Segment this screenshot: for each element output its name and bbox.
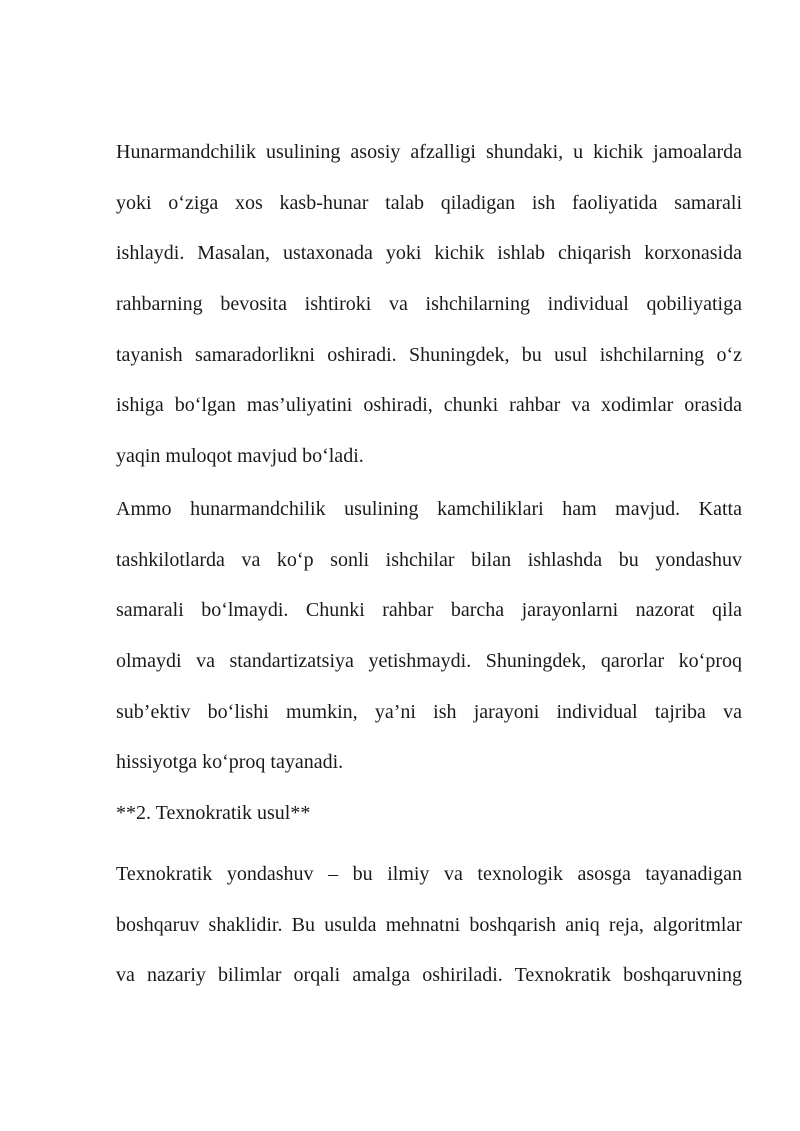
text-line: samarali bo‘lmaydi. Chunki rahbar barcha jarayonlarni nazorat qila	[116, 599, 742, 622]
text-line: boshqaruv shaklidir. Bu usulda mehnatni boshqarish aniq reja, algoritmlar	[116, 913, 742, 936]
text-line: ishiga bo‘lgan mas’uliyatini oshiradi, chunki rahbar va xodimlar orasida	[116, 394, 742, 417]
paragraph-technocratic-intro	[116, 849, 742, 1001]
text-line: Texnokratik yondashuv – bu ilmiy va texnologik asosga tayanadigan	[116, 863, 742, 885]
paragraph-craft-disadvantages	[116, 484, 742, 788]
text-line: Hunarmandchilik usulining asosiy afzalligi shundaki, u kichik jamoalarda	[116, 141, 742, 163]
text-line: tashkilotlarda va ko‘p sonli ishchilar bilan ishlashda bu yondashuv	[116, 548, 742, 571]
text-line: olmaydi va standartizatsiya yetishmaydi. Shuningdek, qarorlar ko‘proq	[116, 650, 742, 673]
text-line: va nazariy bilimlar orqali amalga oshiriladi. Texnokratik boshqaruvning	[116, 964, 742, 987]
heading-text: **2. Texnokratik usul**	[116, 802, 311, 824]
text-line: ishlaydi. Masalan, ustaxonada yoki kichik ishlab chiqarish korxonasida	[116, 242, 742, 265]
text-line: rahbarning bevosita ishtiroki va ishchilarning individual qobiliyatiga	[116, 293, 742, 316]
text-line: yaqin muloqot mavjud bo‘ladi.	[116, 445, 364, 468]
text-line: hissiyotga ko‘proq tayanadi.	[116, 751, 344, 774]
text-line: Ammo hunarmandchilik usulining kamchiliklari ham mavjud. Katta	[116, 498, 742, 520]
text-line: yoki o‘ziga xos kasb-hunar talab qiladigan ish faoliyatida samarali	[116, 191, 742, 214]
text-line: tayanish samaradorlikni oshiradi. Shuningdek, bu usul ishchilarning o‘z	[116, 343, 742, 366]
section-heading	[116, 788, 742, 839]
text-line: sub’ektiv bo‘lishi mumkin, ya’ni ish jarayoni individual tajriba va	[116, 700, 742, 723]
paragraph-craft-advantages	[116, 127, 742, 482]
